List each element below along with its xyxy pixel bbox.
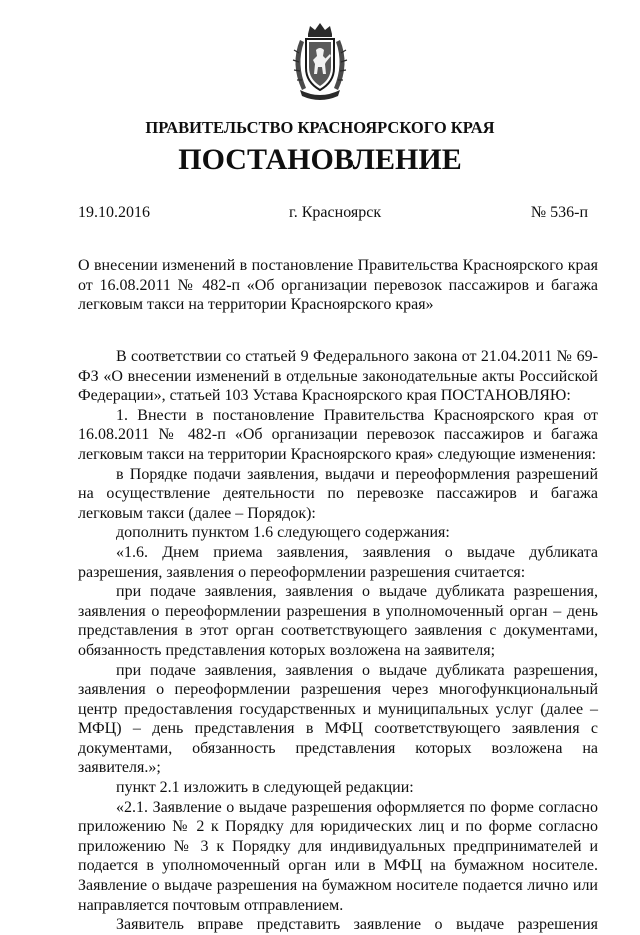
document-type-heading: ПОСТАНОВЛЕНИЕ xyxy=(178,143,462,176)
paragraph: в Порядке подачи заявления, выдачи и переоформления разрешений на осуществление деятельности по перевозке пассажиров и багажа легковым такси (далее – Порядок): xyxy=(78,465,598,522)
document-city: г. Красноярск xyxy=(289,204,382,221)
document-date: 19.10.2016 xyxy=(78,204,150,221)
paragraph: «1.6. Днем приема заявления, заявления о выдаче дубликата разрешения, заявления о переоформлении разрешения считается: xyxy=(78,543,598,581)
paragraph: «2.1. Заявление о выдаче разрешения оформляется по форме согласно приложению № 2 к Порядку для юридических лиц и по форме согласно приложению № 3 к Порядку для индивидуальных предпринимателей и подается в уполномоченный орган или в МФЦ на бумажном носителе. Заявление о выдаче разрешения на бумажном носителе подается лично или направляется почтовым отправлением. xyxy=(78,798,598,914)
paragraph: при подаче заявления, заявления о выдаче дубликата разрешения, заявления о переоформлении разрешения в уполномоченный орган – день представления в этот орган соответствующего заявления с документами, обязанность представления которых возложена на заявителя; xyxy=(78,583,598,659)
paragraph: пункт 2.1 изложить в следующей редакции: xyxy=(116,779,414,797)
document-title: О внесении изменений в постановление Правительства Красноярского края от 16.08.2011 № 482-п «Об организации перевозок пассажиров и багажа легковым такси на территории Красноярского края» xyxy=(78,257,598,313)
paragraph: при подаче заявления, заявления о выдаче дубликата разрешения, заявления о переоформлении разрешения через многофункциональный центр предоставления государственных и муниципальных услуг (далее – МФЦ) – день представления в МФЦ соответствующего заявления с документами, обязанность представления которых возложена на заявителя.»; xyxy=(78,661,598,777)
paragraph: 1. Внести в постановление Правительства Красноярского края от 16.08.2011 № 482-п «Об организации перевозок пассажиров и багажа легковым такси на территории Красноярского края» следующие изменения: xyxy=(78,406,598,463)
coat-of-arms-emblem xyxy=(286,20,354,104)
paragraph: дополнить пунктом 1.6 следующего содержания: xyxy=(116,524,450,542)
document-number: № 536-п xyxy=(530,204,588,221)
organization-name: ПРАВИТЕЛЬСТВО КРАСНОЯРСКОГО КРАЯ xyxy=(145,118,495,137)
document-body xyxy=(78,347,598,935)
paragraph: Заявитель вправе представить заявление о выдаче разрешения xyxy=(116,916,598,934)
paragraph: В соответствии со статьей 9 Федерального закона от 21.04.2011 № 69-ФЗ «О внесении изменений в отдельные законодательные акты Российской Федерации», статьей 103 Устава Красноярского края ПОСТАНОВЛЯЮ: xyxy=(78,348,598,405)
